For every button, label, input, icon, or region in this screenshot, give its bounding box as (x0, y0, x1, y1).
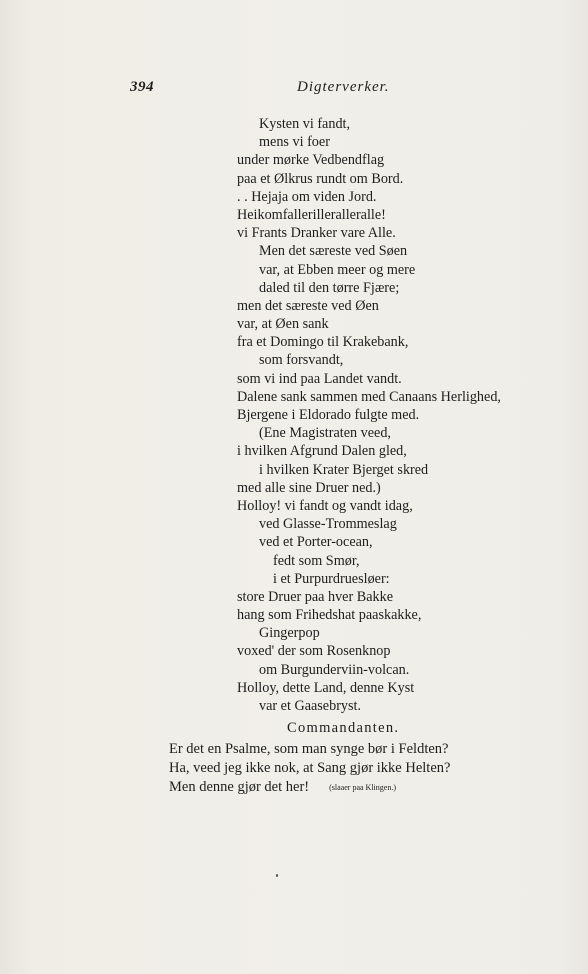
verse-line: daled til den tørre Fjære; (259, 279, 400, 296)
verse-line: ved et Porter-ocean, (259, 534, 373, 551)
speech-line: Ha, veed jeg ikke nok, at Sang gjør ikke Helten? (169, 760, 451, 776)
speech-block (169, 740, 450, 797)
verse-line: . . Hejaja om viden Jord. (237, 188, 377, 205)
verse-line: Kysten vi fandt, (259, 116, 351, 132)
verse-line: paa et Ølkrus rundt om Bord. (237, 170, 404, 187)
verse-line: vi Frants Dranker vare Alle. (237, 225, 396, 242)
verse-line: Men det særeste ved Søen (259, 243, 408, 260)
verse-line: fedt som Smør, (273, 552, 360, 569)
verse-line: hang som Frihedshat paaskakke, (237, 607, 422, 624)
verse-line: som forsvandt, (259, 352, 344, 369)
verse-line: store Druer paa hver Bakke (237, 588, 393, 605)
speech-line-text: Men denne gjør det her! (169, 779, 310, 795)
verse-line: i hvilken Krater Bjerget skred (259, 461, 429, 478)
verse-line: ved Glasse-Trommeslag (259, 516, 397, 533)
verse-line: mens vi foer (259, 134, 330, 151)
verse-line: men det særeste ved Øen (237, 297, 379, 314)
paper-speck (276, 874, 278, 877)
stage-direction: (slaaer paa Klingen.) (329, 783, 396, 792)
verse-line: Bjergene i Eldorado fulgte med. (237, 407, 420, 423)
speech-line: Er det en Psalme, som man synge bør i Feldten? (169, 741, 449, 757)
speaker-name: Commandanten. (287, 720, 400, 736)
running-title: Digterverker. (297, 79, 390, 95)
verse-line: var, at Øen sank (237, 316, 329, 333)
verse-line: Gingerpop (259, 625, 320, 642)
verse-line: Heikomfallerilleralleralle! (237, 206, 386, 223)
verse-line: som vi ind paa Landet vandt. (237, 370, 402, 387)
verse-block (237, 115, 501, 715)
verse-line: med alle sine Druer ned.) (237, 479, 381, 496)
verse-line: Holloy, dette Land, denne Kyst (237, 679, 415, 696)
verse-line: fra et Domingo til Krakebank, (237, 334, 409, 351)
verse-line: voxed' der som Rosenknop (237, 643, 391, 660)
speech-line (169, 778, 450, 797)
verse-line: (Ene Magistraten veed, (259, 425, 391, 442)
verse-line: i et Purpurdruesløer: (273, 570, 390, 587)
verse-line: om Burgunderviin-volcan. (259, 661, 410, 678)
page-number: 394 (130, 79, 154, 95)
verse-line: i hvilken Afgrund Dalen gled, (237, 443, 407, 460)
verse-line: under mørke Vedbendflag (237, 152, 385, 169)
verse-line: Dalene sank sammen med Canaans Herlighed, (237, 388, 501, 405)
verse-line: Holloy! vi fandt og vandt idag, (237, 497, 413, 514)
verse-line: var et Gaasebryst. (259, 698, 362, 714)
verse-line: var, at Ebben meer og mere (259, 261, 416, 278)
